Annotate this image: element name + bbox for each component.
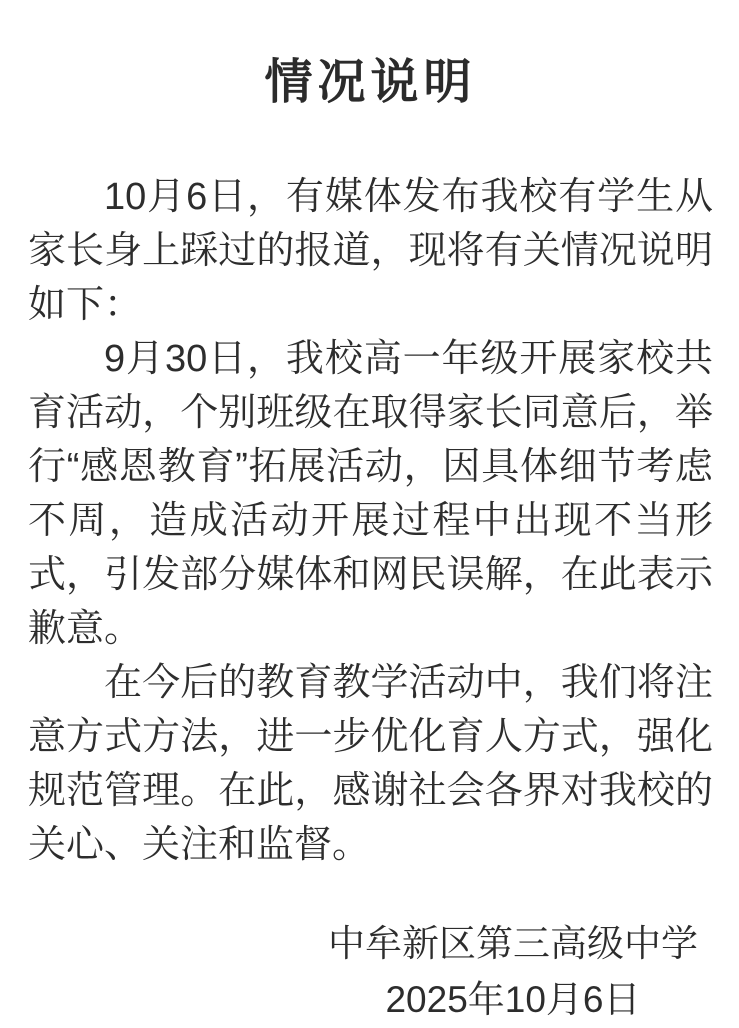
paragraph-commitment: 在今后的教育教学活动中，我们将注意方式方法，进一步优化育人方式，强化规范管理。在此，感谢社会各界对我校的关心、关注和监督。 <box>28 662 713 866</box>
paragraph-incident: 9月30日，我校高一年级开展家校共育活动，个别班级在取得家长同意后，举行“感恩教育”拓展活动，因具体细节考虑不周，造成活动开展过程中出现不当形式，引发部分媒体和网民误解，在此表示歉意。 <box>28 338 713 650</box>
signature-block <box>28 916 713 1028</box>
signature-date: 2025年10月6日 <box>385 979 641 1020</box>
signature-inner <box>328 916 698 1028</box>
paragraph-intro: 10月6日，有媒体发布我校有学生从家长身上踩过的报道，现将有关情况说明如下： <box>28 176 713 326</box>
document-title: 情况说明 <box>264 56 477 109</box>
signature-organization: 中牟新区第三高级中学 <box>328 923 698 964</box>
